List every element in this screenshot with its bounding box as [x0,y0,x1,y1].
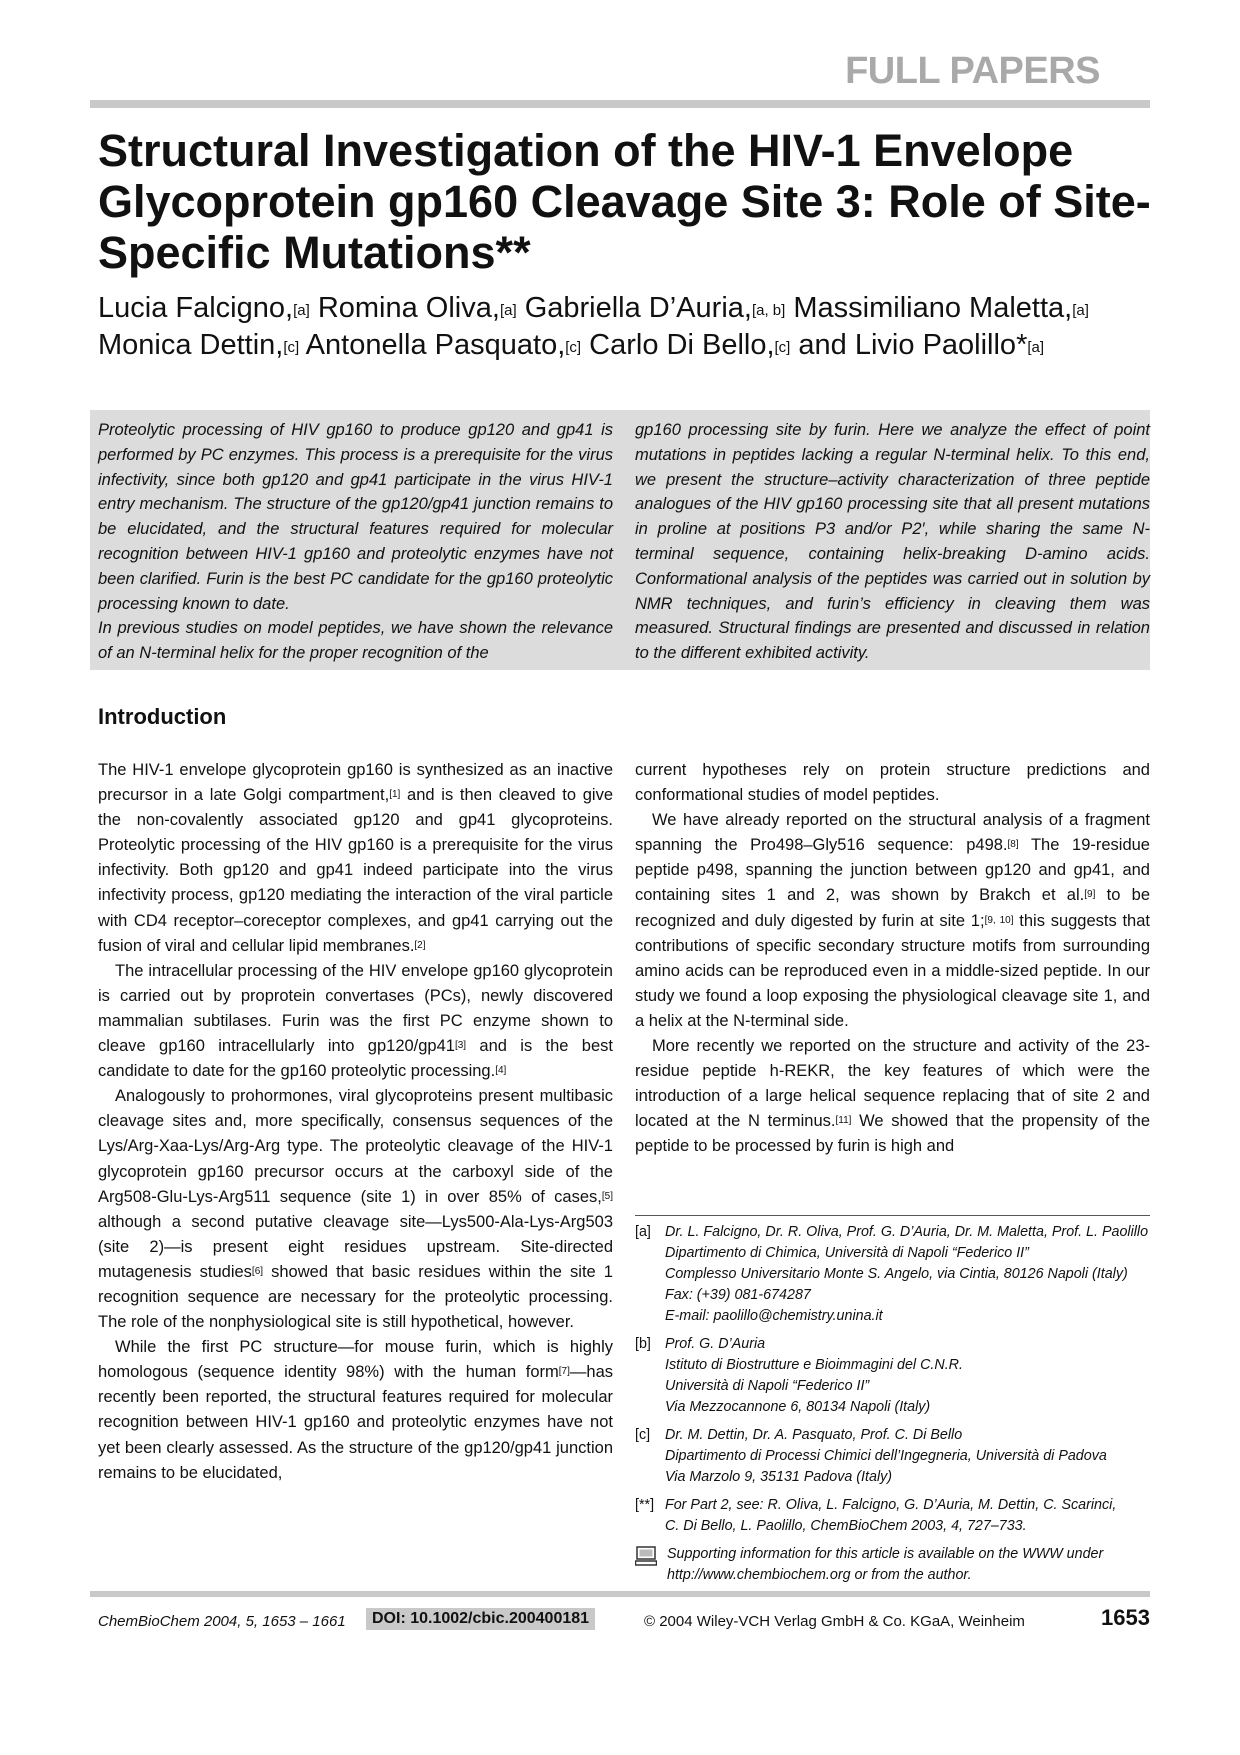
author [318,292,517,324]
body-column-left [98,758,613,1486]
citation-mark: [6] [251,1265,264,1277]
body-text: although a second putative cleavage site—Lys500-Ala-Lys-Arg503 (site 2)—is present eight residues upstream. Site-directed mutagenesis studies [98,1212,613,1281]
body-text: —has recently been reported, the structural features required for molecular recognition between HIV-1 gp160 and proteolytic enzymes have not yet been clearly assessed. As the structure of the gp120/gp41 junction remains to be elucidated, [98,1363,613,1482]
body-text: and is then cleaved to give the non-covalently associated gp120 and gp41 glycoproteins. Proteolytic processing of the HIV gp160 is a prerequisite for the virus infectivity. Both gp120 and gp41 indeed participate into the virus infectivity process, gp120 mediating the interaction of the viral particle with CD4 receptor–coreceptor complexes, and gp41 carrying out the fusion of viral and cellular lipid membranes. [98,786,614,955]
author-name: Romina Oliva, [317,292,500,324]
author-affiliation-mark: [c] [774,339,791,356]
abstract-paragraph: In previous studies on model peptides, we have shown the relevance of an N-terminal helix for the proper recognition of the [98,619,613,663]
author [798,329,1044,361]
citation-mark: [2] [414,939,426,951]
citation-mark: [7] [558,1366,570,1378]
citation-mark: [11] [835,1115,852,1127]
body-text: The HIV-1 envelope glycoprotein gp160 is synthesized as an inactive precursor in a late Golgi compartment, [98,761,613,805]
body-column-right [635,758,1150,1160]
affiliation-mark: [**] [635,1497,655,1513]
citation-mark: [8] [1007,839,1019,851]
supporting-info-line: Supporting information for this article is available on the WWW under [667,1546,1104,1562]
author [98,329,299,361]
body-paragraph [98,758,613,959]
page-footer [98,1605,1150,1635]
affiliation-line: Via Mezzocannone 6, 80134 Napoli (Italy) [665,1399,931,1415]
page-number: 1653 [1101,1605,1150,1630]
affiliation-line: Istituto di Biostrutture e Bioimmagini del C.N.R. [665,1357,963,1373]
body-text: Analogously to prohormones, viral glycoproteins present multibasic cleavage sites and, more specifically, consensus sequences of the Lys/Arg-Xaa-Lys/Arg-Arg type. The proteolytic cleavage of the HIV-1 glycoprotein gp160 precursor occurs at the carboxyl side of the Arg508-Glu-Lys-Arg511 sequence (site 1) in over 85% of cases, [98,1087,613,1206]
computer-icon [635,1546,657,1566]
body-paragraph: current hypotheses rely on protein structure predictions and conformational studies of model peptides. [635,761,1150,805]
citation-mark: [3] [454,1040,467,1052]
author-name: Antonella Pasquato, [305,329,566,361]
abstract-paragraph: Proteolytic processing of HIV gp160 to produce gp120 and gp41 is performed by PC enzymes. This process is a prerequisite for the virus infectivity, since both gp120 and gp41 participate in the virus HIV-1 entry mechanism. The structure of the gp120/gp41 junction remains to be elucidated, and the structural features required for molecular recognition between HIV-1 gp160 and proteolytic enzymes have not been clarified. Furin is the best PC candidate for the gp160 proteolytic processing known to date. [98,421,613,613]
affiliation-mark: [b] [635,1336,651,1352]
citation-mark: [9, 10] [984,914,1014,926]
footer-rule [90,1591,1150,1597]
body-text: More recently we reported on the structure and activity of the 23-residue peptide h-REKR, the key features of which were the introduction of a large helical sequence replacing that of site 2 and located at the N terminus. [635,1037,1150,1131]
affiliation-entry [635,1425,1150,1488]
author-name: and Livio Paolillo* [798,329,1028,361]
author-affiliation-mark: [c] [283,339,300,356]
body-text: showed that basic residues within the site 1 recognition sequence are necessary for the proteolytic processing. The role of the nonphysiological site is still hypothetical, however. [98,1262,613,1332]
author [793,292,1089,324]
author-list [98,290,1158,364]
citation-mark: [5] [601,1190,613,1202]
author [525,292,786,324]
body-paragraph [98,1335,613,1486]
author-name: Monica Dettin, [98,329,284,361]
affiliation-line: For Part 2, see: R. Oliva, L. Falcigno, G. D’Auria, M. Dettin, C. Scarinci, [665,1497,1117,1513]
author [589,329,790,361]
author-name: Carlo Di Bello, [589,329,775,361]
affiliation-mark: [c] [635,1427,651,1443]
affiliation-line: Via Marzolo 9, 35131 Padova (Italy) [665,1469,893,1485]
header-rule [90,100,1150,108]
section-label: FULL PAPERS [845,50,1100,92]
body-text: to be recognized and duly digested by furin at site 1; [635,886,1150,930]
author-affiliation-mark: [a] [499,302,517,319]
body-text: We showed that the propensity of the peptide to be processed by furin is high and [635,1112,1150,1156]
author [98,292,310,324]
affiliation-entry [635,1334,1150,1418]
section-heading-introduction: Introduction [98,704,227,729]
author-name: Lucia Falcigno, [98,292,294,324]
body-paragraph [635,808,1150,1034]
author-name: Massimiliano Maletta, [793,292,1073,324]
abstract-column-right [635,418,1150,666]
author [306,329,581,361]
affiliation-block [635,1222,1150,1586]
affiliation-line: Dipartimento di Processi Chimici dell’Ingegneria, Università di Padova [665,1448,1107,1464]
citation-mark: [9] [1084,889,1096,901]
affiliation-line: Dr. L. Falcigno, Dr. R. Oliva, Prof. G. D’Auria, Dr. M. Maletta, Prof. L. Paolillo [665,1224,1149,1240]
affiliation-line: Complesso Universitario Monte S. Angelo, via Cintia, 80126 Napoli (Italy) [665,1266,1128,1282]
body-paragraph [98,1084,613,1335]
body-text: The intracellular processing of the HIV envelope gp160 glycoprotein is carried out by proprotein convertases (PCs), newly discovered mammalian subtilases. Furin was the first PC enzyme shown to cleave gp160 intracellularly into gp120/gp41 [98,961,613,1056]
body-text: The 19-residue peptide p498, spanning the junction between gp120 and gp41, and containing sites 1 and 2, was shown by Brakch et al. [635,836,1150,905]
footer-doi[interactable]: DOI: 10.1002/cbic.200400181 [366,1608,595,1630]
citation-mark: [4] [495,1065,507,1077]
affiliation-line: E-mail: paolillo@chemistry.unina.it [665,1308,883,1324]
affiliation-mark: [a] [635,1224,651,1240]
author-name: Gabriella D’Auria, [524,292,752,324]
abstract-column-left [98,418,613,666]
author-affiliation-mark: [a] [293,302,310,319]
footer-journal-citation: ChemBioChem 2004, 5, 1653 – 1661 [98,1613,346,1630]
citation-mark: [1] [389,789,401,801]
author-affiliation-mark: [a] [1027,339,1045,356]
body-text: this suggests that contributions of specific secondary structure motifs from surrounding amino acids can be reproduced even in a middle-sized peptide. In our study we found a loop exposing the physiological cleavage site 1, and a helix at the N-terminal side. [635,911,1150,1030]
author-affiliation-mark: [a] [1072,302,1089,319]
body-text: We have already reported on the structural analysis of a fragment spanning the Pro498–Gly516 sequence: p498. [635,811,1150,855]
body-paragraph [98,959,613,1084]
affiliation-line: Fax: (+39) 081-674287 [665,1287,811,1303]
body-text: and is the best candidate to date for the gp160 proteolytic processing. [98,1037,613,1081]
affiliation-line: C. Di Bello, L. Paolillo, ChemBioChem 2003, 4, 727–733. [665,1518,1027,1534]
affiliation-rule [635,1215,1150,1216]
abstract-paragraph: gp160 processing site by furin. Here we analyze the effect of point mutations in peptides lacking a regular N-terminal helix. To this end, we present the structure–activity characterization of three peptide analogues of the HIV gp160 processing site that all present mutations in proline at positions P3 and/or P2′, while sharing the same N-terminal sequence, containing helix-breaking D-amino acids. Conformational analysis of the peptides was carried out in solution by NMR techniques, and furin’s efficiency in cleaving them was measured. Structural findings are presented and discussed in relation to the different exhibited activity. [635,421,1150,663]
author-affiliation-mark: [a, b] [751,302,786,319]
affiliation-line: Università di Napoli “Federico II” [665,1378,870,1394]
article-title: Structural Investigation of the HIV-1 Envelope Glycoprotein gp160 Cleavage Site 3: Role of Site-Specific Mutations** [98,125,1151,278]
affiliation-line: Dipartimento di Chimica, Università di Napoli “Federico II” [665,1245,1029,1261]
body-paragraph [635,1034,1150,1159]
affiliation-entry [635,1222,1150,1327]
footer-copyright: © 2004 Wiley-VCH Verlag GmbH & Co. KGaA, Weinheim [644,1613,1025,1630]
author-affiliation-mark: [c] [565,339,582,356]
affiliation-line: Prof. G. D’Auria [665,1336,766,1352]
affiliation-line: Dr. M. Dettin, Dr. A. Pasquato, Prof. C. Di Bello [665,1427,963,1443]
affiliation-entry [635,1495,1150,1537]
supporting-info-note [635,1544,1150,1586]
supporting-info-line: http://www.chembiochem.org or from the author. [667,1567,972,1583]
body-text: While the first PC structure—for mouse furin, which is highly homologous (sequence identity 98%) with the human form [98,1338,613,1382]
